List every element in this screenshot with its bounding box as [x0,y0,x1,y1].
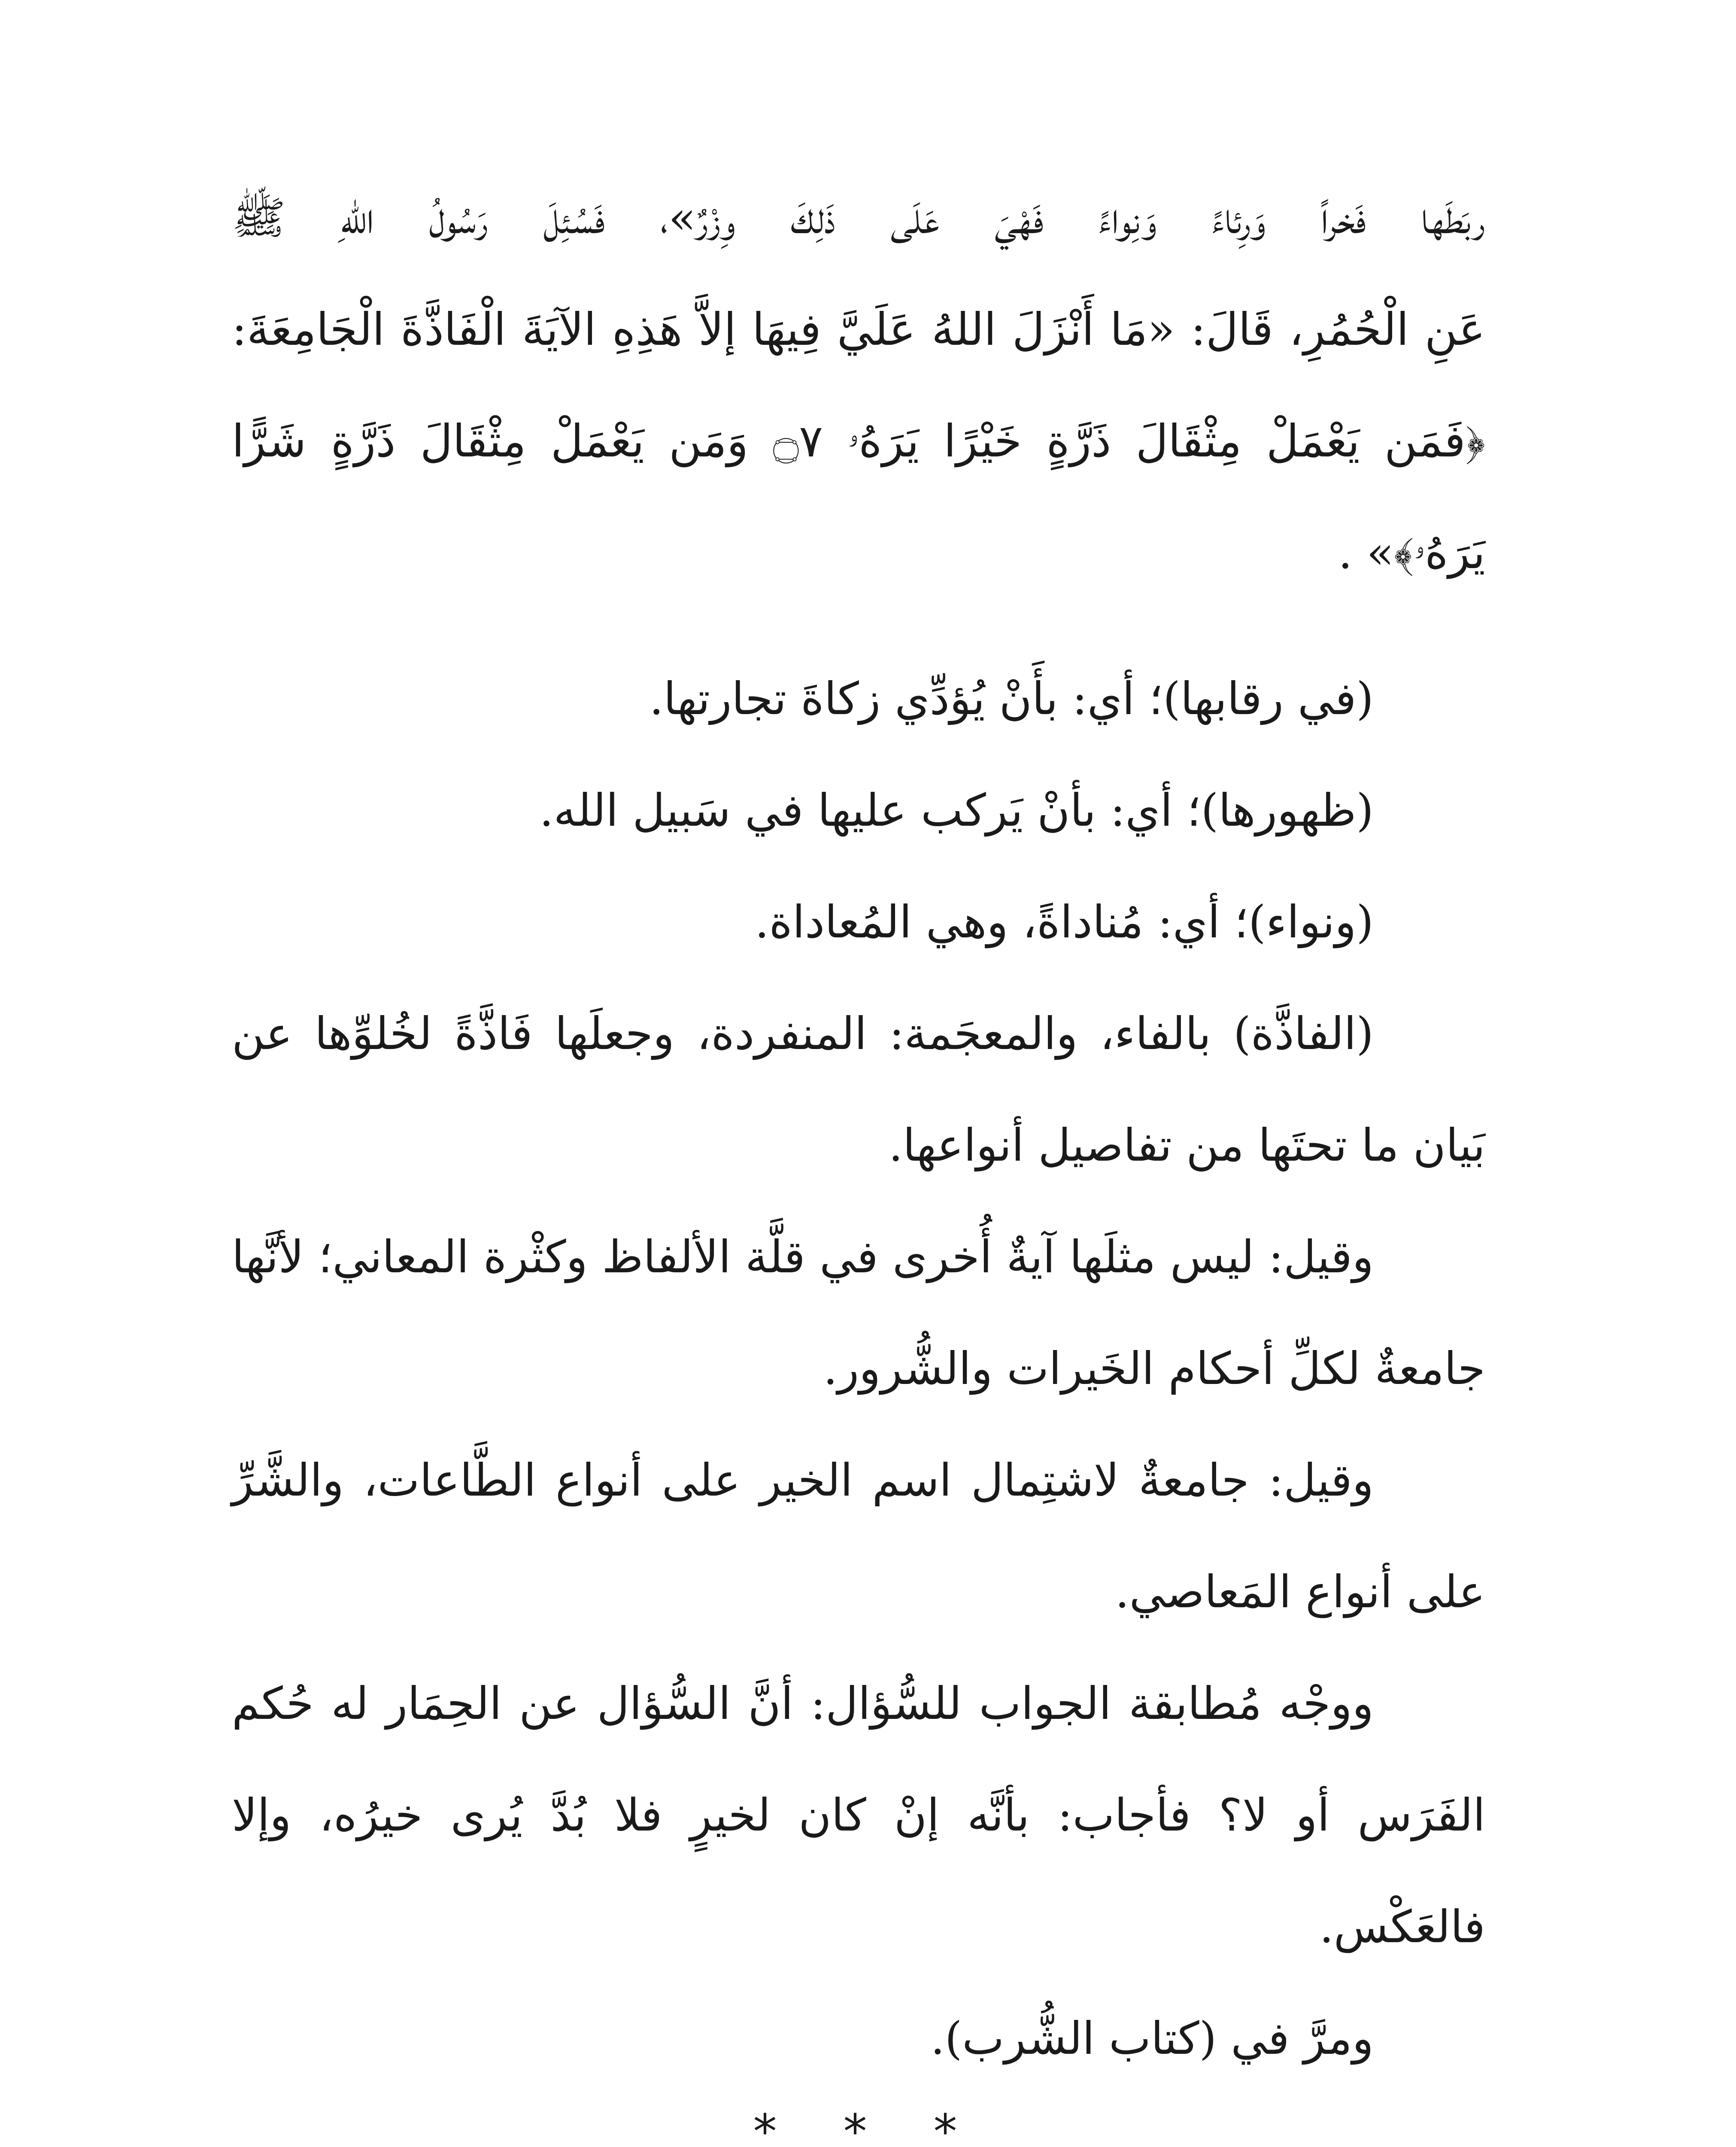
cross-reference: ومرَّ في (كتاب الشُّرب). [930,2012,1374,2065]
quran-verse-end: يَرَهُۥ﴾» . [1338,526,1485,579]
section-separator: * * * [753,2104,983,2147]
correspondence-line-1: ووجْه مُطابقة الجواب للسُّؤال: أنَّ السُّؤال عن الحِمَار له حُكم [232,1677,1374,1730]
explanation-zuhuriha: (ظهورها)؛ أي: بأنْ يَركب عليها في سَبيل الله. [539,784,1374,836]
explanation-fadhdha-line-2: بَيان ما تحتَها من تفاصيل أنواعها. [889,1119,1485,1171]
opinion-2-line-1: وقيل: جامعةٌ لاشتِمال اسم الخير على أنواع الطَّاعات، والشَّرِّ [232,1454,1374,1506]
hadith-line-1: ربَطَها فَخراً وَرِئاءً وَنِواءً فَهْيَ عَلَى ذَلِكَ وِزْرٌ»، فَسُئِلَ رَسُولُ اللهِ ﷺ [232,192,1485,244]
opinion-1-line-1: وقيل: ليس مثلَها آيةٌ أُخرى في قلَّة الألفاظ وكثْرة المعاني؛ لأنَّها [232,1231,1374,1283]
opinion-1-line-2: جامعةٌ لكلِّ أحكام الخَيرات والشُّرور. [823,1342,1485,1395]
explanation-niwa: (ونواء)؛ أي: مُناداةً، وهي المُعاداة. [755,896,1374,948]
explanation-raqabiha: (في رقابها)؛ أي: بأَنْ يُؤدِّي زكاةَ تجارتها. [649,672,1374,725]
explanation-fadhdha-line-1: (الفاذَّة) بالفاء، والمعجَمة: المنفردة، وجعلَها فَاذَّةً لخُلوِّها عن [232,1007,1374,1060]
correspondence-line-3: فالعَكْس. [1319,1901,1485,1953]
hadith-line-2: عَنِ الْحُمُرِ، قَالَ: «مَا أَنْزَلَ اللهُ عَلَيَّ فِيهَا إلاَّ هَذِهِ الآيَةَ الْفَاذَّةَ الْجَامِعَةَ: [232,303,1486,356]
opinion-2-line-2: على أنواع المَعاصي. [1115,1566,1485,1618]
correspondence-line-2: الفَرَس أو لا؟ فأجاب: بأنَّه إنْ كان لخيرٍ فلا بُدَّ يُرى خيرُه، وإلا [232,1789,1485,1841]
quran-verse-line: ﴿فَمَن يَعْمَلْ مِثْقَالَ ذَرَّةٍ خَيْرًا يَرَهُۥ ۝٧ وَمَن يَعْمَلْ مِثْقَالَ ذَرَّةٍ شَرًّا [232,415,1485,467]
